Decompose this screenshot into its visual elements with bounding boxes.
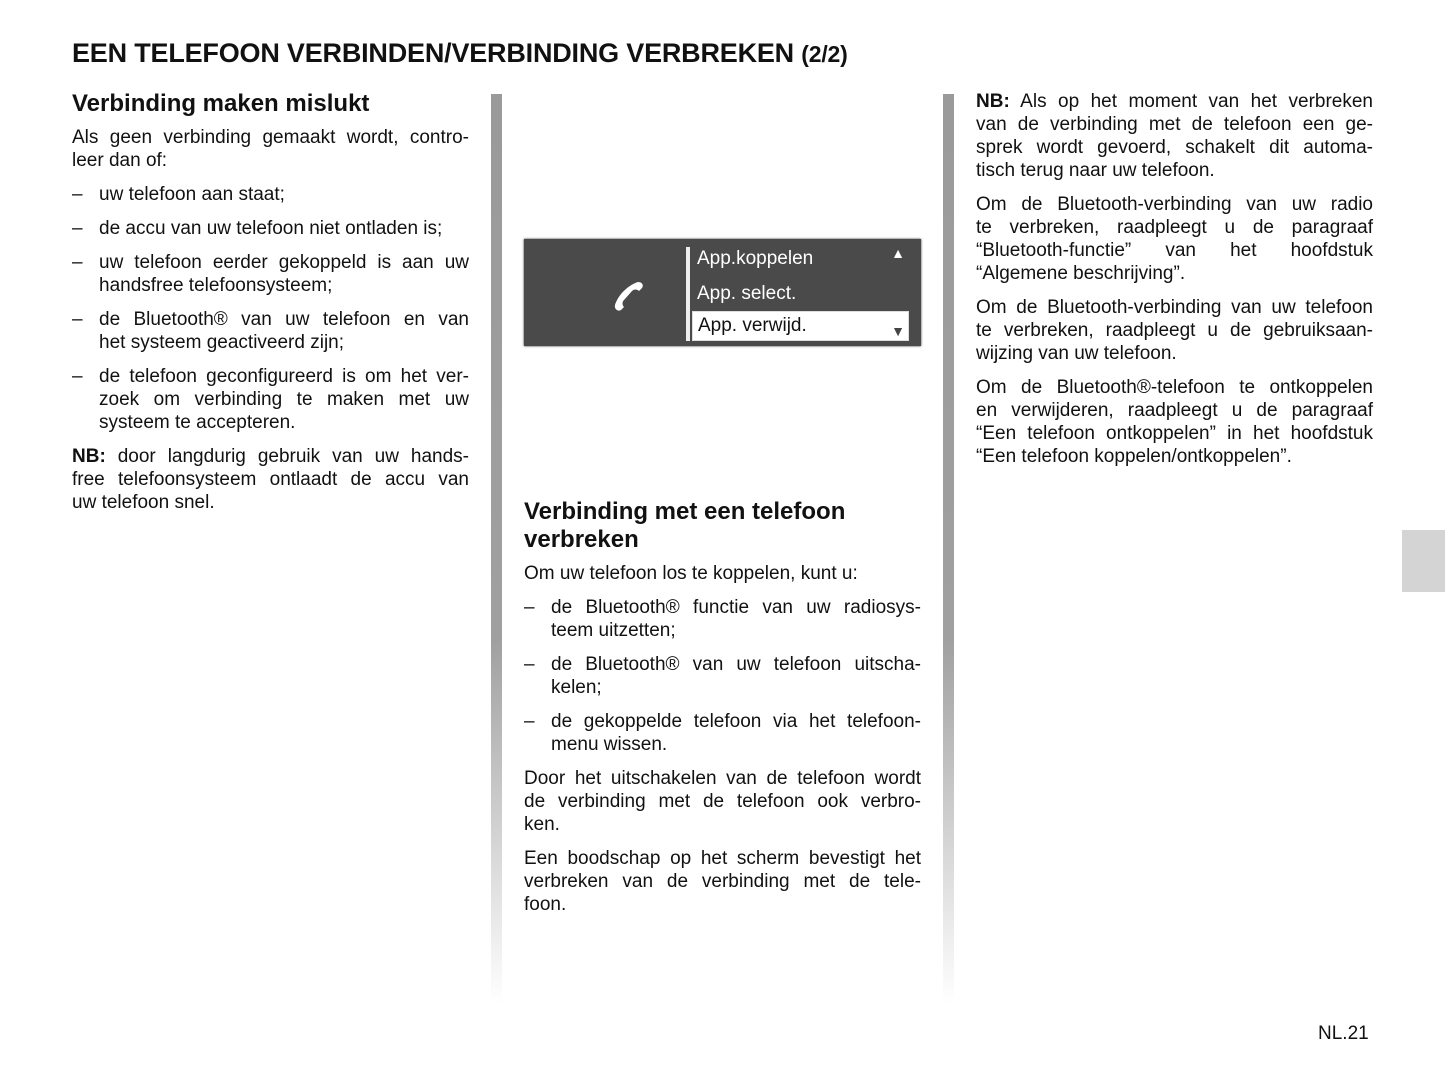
text-line: verbreken [524,526,639,553]
nb-label: NB: [976,91,1010,112]
bullet-dash: – [524,711,535,732]
scroll-down-icon[interactable]: ▼ [891,323,905,339]
bullet-item [524,653,921,699]
text-line: handsfree telefoonsysteem; [99,275,333,296]
text-line: kelen; [551,677,602,698]
menu-item-delete[interactable]: App. verwijd. [692,311,909,341]
bullet-dash: – [72,184,83,205]
scroll-up-icon[interactable]: ▲ [891,245,905,261]
column-3 [976,90,1373,479]
paragraph [976,90,1373,182]
bullet-dash: – [72,252,83,273]
text-line: Om uw telefoon los te koppelen, kunt u: [524,563,858,584]
text-line: uw telefoon aan staat; [99,184,285,205]
bullet-item [72,365,469,434]
column-divider [491,94,502,1004]
bullet-item [72,251,469,297]
bullet-dash: – [524,654,535,675]
text-line: wijzing van uw telefoon. [976,343,1177,364]
chapter-tab [1402,530,1445,592]
bullet-dash: – [72,366,83,387]
bullet-item [524,710,921,756]
paragraph [72,126,469,172]
text-line: Door het uitschakelen van de telefoon wordt [524,768,921,789]
text-line: van de verbinding met de telefoon een ge- [976,114,1373,135]
section-heading [72,90,469,118]
text-line: foon. [524,894,567,915]
phone-icon [612,279,646,313]
text-line: zoek om verbinding te maken met uw [99,389,469,410]
text-span: door langdurig gebruik van uw hands- [105,446,469,467]
text-line: leer dan of: [72,150,168,171]
nb-label: NB: [72,446,106,467]
text-line: “Algemene beschrijving”. [976,263,1186,284]
text-line [976,90,1373,113]
menu-item-select[interactable]: App. select. [697,283,797,304]
paragraph [524,847,921,916]
text-line: teem uitzetten; [551,620,676,641]
text-line: uw telefoon snel. [72,492,215,513]
bullet-dash: – [72,309,83,330]
paragraph [976,296,1373,365]
text-line: Verbinding met een telefoon [524,498,846,525]
bullet-item [524,596,921,642]
text-span: Als op het moment van het verbreken [1009,91,1373,112]
text-line: Als geen verbinding gemaakt wordt, contro- [72,127,469,148]
text-line: en verwijderen, raadpleegt u de paragraaf [976,400,1373,421]
text-line: Verbinding maken mislukt [72,90,370,117]
text-line: Om de Bluetooth®-telefoon te ontkoppelen [976,377,1373,398]
column-2 [524,498,921,927]
bullet-item [72,308,469,354]
text-line: de accu van uw telefoon niet ontladen is; [99,218,443,239]
paragraph [976,376,1373,468]
column-divider [943,94,954,1004]
text-line: “Een telefoon koppelen/ontkoppelen”. [976,446,1292,467]
text-line: de telefoon geconfigureerd is om het ver- [99,366,469,387]
section-heading [524,498,921,554]
text-line: de Bluetooth® van uw telefoon en van [99,309,469,330]
text-line: free telefoonsysteem ontlaadt de accu van [72,469,469,490]
text-line: tisch terug naar uw telefoon. [976,160,1215,181]
paragraph [976,193,1373,285]
text-line: Om de Bluetooth-verbinding van uw telefoon [976,297,1373,318]
text-line: de Bluetooth® functie van uw radiosys- [551,597,921,618]
page-number: NL.21 [1318,1023,1369,1044]
text-line: te verbreken, raadpleegt u de gebruiksaan- [976,320,1373,341]
text-line: Een boodschap op het scherm bevestigt het [524,848,921,869]
text-line: de gekoppelde telefoon via het telefoon- [551,711,921,732]
phone-menu-screen [524,239,921,346]
text-line: te verbreken, raadpleegt u de paragraaf [976,217,1373,238]
bullet-dash: – [72,218,83,239]
bullet-item [72,183,469,206]
menu-divider [686,247,690,341]
text-line: “Bluetooth-functie” van het hoofdstuk [976,240,1373,261]
paragraph [524,767,921,836]
text-line: systeem te accepteren. [99,412,296,433]
text-line: verbreken van de verbinding met de tele- [524,871,921,892]
text-line: de Bluetooth® van uw telefoon uitscha- [551,654,921,675]
text-line [72,445,469,468]
text-line: de verbinding met de telefoon ook verbro- [524,791,921,812]
column-1 [72,90,469,525]
text-line: menu wissen. [551,734,668,755]
text-line: ken. [524,814,560,835]
text-line: sprek wordt gevoerd, schakelt dit automa- [976,137,1373,158]
page-title: EEN TELEFOON VERBINDEN/VERBINDING VERBREKEN (2/2) [72,38,848,68]
bullet-dash: – [524,597,535,618]
text-line: het systeem geactiveerd zijn; [99,332,345,353]
text-line: “Een telefoon ontkoppelen” in het hoofdstuk [976,423,1373,444]
paragraph [72,445,469,514]
text-line: uw telefoon eerder gekoppeld is aan uw [99,252,469,273]
text-line: Om de Bluetooth-verbinding van uw radio [976,194,1373,215]
bullet-item [72,217,469,240]
paragraph [524,562,921,585]
menu-item-pair[interactable]: App.koppelen [697,248,814,269]
